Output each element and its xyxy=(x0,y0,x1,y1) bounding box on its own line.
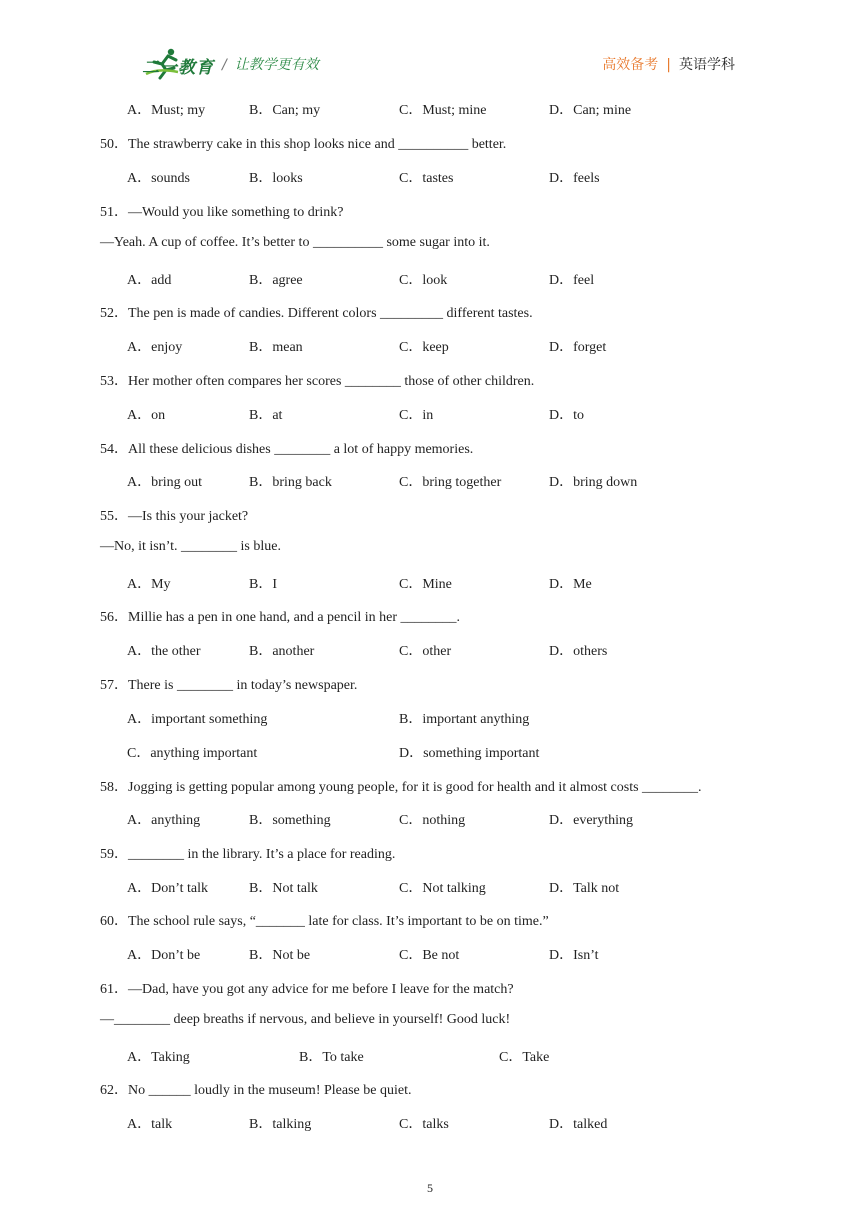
option-d: D．others xyxy=(549,644,608,659)
option-b: B．something xyxy=(249,813,331,828)
option-c: C．keep xyxy=(399,340,449,355)
question-stem-reply: —________ deep breaths if nervous, and believe in yourself! Good luck! xyxy=(100,1012,511,1027)
header-slogan: / 让教学更有效 xyxy=(222,57,319,73)
option-b: B．Can; my xyxy=(249,103,321,118)
option-a: A．on xyxy=(127,408,166,423)
slogan-text: 让教学更有效 xyxy=(234,57,319,73)
question-stem: 53．Her mother often compares her scores ________ those of other children. xyxy=(100,374,535,389)
option-b: B．To take xyxy=(299,1050,364,1065)
option-d: D．Me xyxy=(549,577,592,592)
question-stem: 52．The pen is made of candies. Different colors _________ different tastes. xyxy=(100,306,533,321)
option-d: D．feel xyxy=(549,273,595,288)
question-stem: 59．________ in the library. It’s a place for reading. xyxy=(100,847,396,862)
option-b: B．talking xyxy=(249,1117,312,1132)
option-b: B．Not talk xyxy=(249,881,318,896)
option-c: C．Not talking xyxy=(399,881,486,896)
option-c: C．anything important xyxy=(127,746,258,761)
option-b: B．another xyxy=(249,644,315,659)
option-c: C．talks xyxy=(399,1117,449,1132)
question-stem: 50．The strawberry cake in this shop looks nice and __________ better. xyxy=(100,137,507,152)
option-d: D．forget xyxy=(549,340,607,355)
header-tagline: 高效备考 xyxy=(602,57,659,73)
question-stem-reply: —Yeah. A cup of coffee. It’s better to __________ some sugar into it. xyxy=(100,235,490,250)
question-stem: 62．No ______ loudly in the museum! Please be quiet. xyxy=(100,1083,412,1098)
option-b: B．agree xyxy=(249,273,303,288)
question-stem: 55．—Is this your jacket? xyxy=(100,509,249,524)
question-stem-reply: —No, it isn’t. ________ is blue. xyxy=(100,539,281,554)
option-c: C．Must; mine xyxy=(399,103,487,118)
header-right: 高效备考 | 英语学科 xyxy=(602,57,735,73)
option-a: A．bring out xyxy=(127,475,203,490)
option-a: A．the other xyxy=(127,644,201,659)
option-b: B．Not be xyxy=(249,948,311,963)
option-c: C．nothing xyxy=(399,813,466,828)
option-c: C．Mine xyxy=(399,577,452,592)
option-d: D．Isn’t xyxy=(549,948,599,963)
option-c: C．Take xyxy=(499,1050,550,1065)
option-b: B．at xyxy=(249,408,283,423)
option-d: D．everything xyxy=(549,813,633,828)
option-c: C．bring together xyxy=(399,475,502,490)
option-a: A．talk xyxy=(127,1117,173,1132)
question-stem: 51．—Would you like something to drink? xyxy=(100,205,344,220)
question-stem: 56．Millie has a pen in one hand, and a pencil in her ________. xyxy=(100,610,461,625)
option-b: B．important anything xyxy=(399,712,530,727)
option-a: A．important something xyxy=(127,712,268,727)
option-b: B．mean xyxy=(249,340,303,355)
option-d: D．to xyxy=(549,408,584,423)
option-a: A．enjoy xyxy=(127,340,183,355)
option-a: A．Don’t talk xyxy=(127,881,209,896)
option-d: D．feels xyxy=(549,171,600,186)
option-b: B．I xyxy=(249,577,277,592)
question-stem: 57．There is ________ in today’s newspaper. xyxy=(100,678,358,693)
option-c: C．Be not xyxy=(399,948,460,963)
option-a: A．My xyxy=(127,577,171,592)
option-c: C．in xyxy=(399,408,434,423)
option-d: D．Talk not xyxy=(549,881,620,896)
question-stem: 60．The school rule says, “_______ late for class. It’s important to be on time.” xyxy=(100,914,549,929)
option-c: C．tastes xyxy=(399,171,454,186)
option-b: B．looks xyxy=(249,171,303,186)
option-b: B．bring back xyxy=(249,475,332,490)
option-c: C．other xyxy=(399,644,452,659)
option-a: A．anything xyxy=(127,813,201,828)
page-header xyxy=(0,0,860,90)
option-d: D．something important xyxy=(399,746,540,761)
option-a: A．add xyxy=(127,273,172,288)
logo-text: 二一教育 xyxy=(142,58,214,78)
option-a: A．Taking xyxy=(127,1050,190,1065)
option-a: A．sounds xyxy=(127,171,191,186)
question-stem: 61．—Dad, have you got any advice for me before I leave for the match? xyxy=(100,982,514,997)
page-number: 5 xyxy=(427,1181,433,1195)
option-d: D．Can; mine xyxy=(549,103,632,118)
option-a: A．Don’t be xyxy=(127,948,201,963)
option-a: A．Must; my xyxy=(127,103,206,118)
option-d: D．bring down xyxy=(549,475,638,490)
header-subject: 英语学科 xyxy=(679,57,735,73)
option-c: C．look xyxy=(399,273,448,288)
option-d: D．talked xyxy=(549,1117,608,1132)
question-stem: 54．All these delicious dishes ________ a lot of happy memories. xyxy=(100,442,474,457)
question-stem: 58．Jogging is getting popular among young people, for it is good for health and it almost costs ________. xyxy=(100,780,702,795)
